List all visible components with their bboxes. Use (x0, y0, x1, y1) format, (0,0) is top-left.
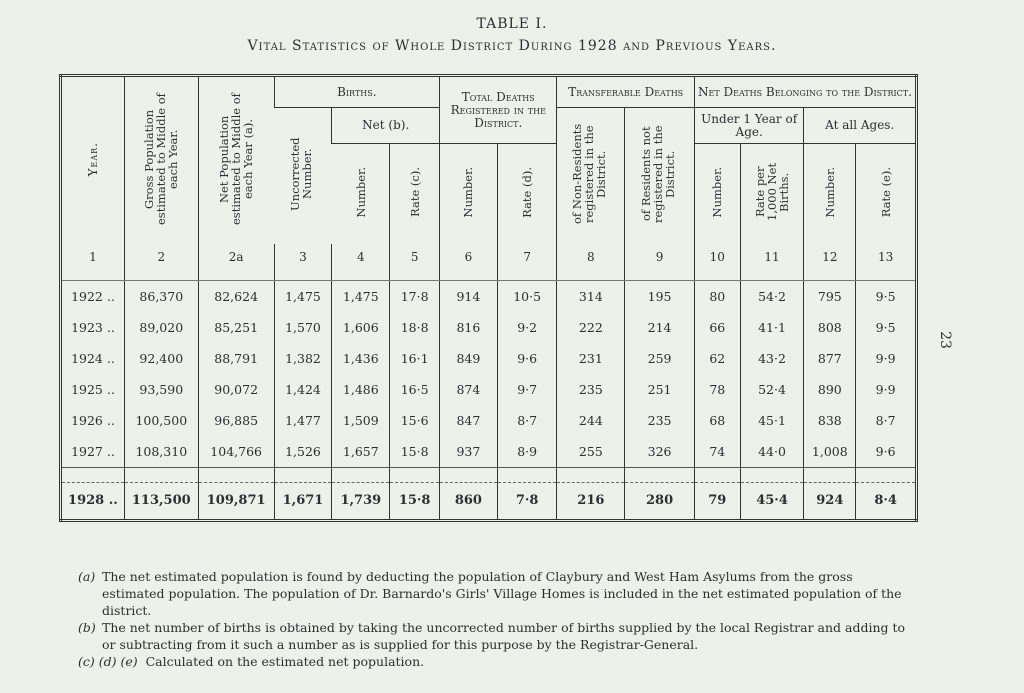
header-all-rate: Rate (e). (856, 144, 917, 244)
column-number: 11 (740, 244, 804, 270)
table-cell: 108,310 (124, 436, 198, 468)
table-cell: 15·6 (390, 405, 440, 436)
table-cell: 222 (557, 312, 625, 343)
table-cell: 1,424 (274, 374, 332, 405)
table-title: TABLE I. (476, 16, 548, 32)
table-cell: 1,570 (274, 312, 332, 343)
table-cell: 8·7 (497, 405, 557, 436)
table-cell: 66 (694, 312, 740, 343)
table-header (61, 76, 917, 281)
table-cell: 78 (694, 374, 740, 405)
table-cell: 1,436 (332, 343, 390, 374)
table-row (61, 312, 917, 343)
table-cell: 100,500 (124, 405, 198, 436)
table-cell: 216 (557, 482, 625, 520)
table-cell: 259 (625, 343, 695, 374)
table-cell: 1,606 (332, 312, 390, 343)
column-number: 6 (440, 244, 498, 270)
header-non-residents: of Non-Residents registered in the District. (557, 108, 625, 244)
table-cell: 18·8 (390, 312, 440, 343)
table-cell: 937 (440, 436, 498, 468)
header-all-number: Number. (804, 144, 856, 244)
table-cell: 9·6 (856, 436, 917, 468)
table-cell: 231 (557, 343, 625, 374)
table-cell: 54·2 (740, 280, 804, 312)
header-uncorrected-number: Uncorrected Number. (287, 137, 314, 211)
table-cell: 1,657 (332, 436, 390, 468)
header-total-deaths: Total Deaths Registered in the District. (440, 76, 557, 144)
table-cell: 10·5 (497, 280, 557, 312)
table-cell: 90,072 (198, 374, 274, 405)
header-residents: of Residents not registered in the District. (625, 108, 695, 244)
year-cell: 1926 .. (71, 412, 115, 428)
table-cell: 1,475 (332, 280, 390, 312)
table-cell: 15·8 (390, 482, 440, 520)
column-number: 12 (804, 244, 856, 270)
table-cell: 44·0 (740, 436, 804, 468)
table-subtitle: Vital Statistics of Whole District During 1928 and Previous Years. (247, 38, 777, 54)
year-cell: 1928 .. (61, 482, 125, 520)
table-cell: 89,020 (124, 312, 198, 343)
table-row (61, 343, 917, 374)
table-cell: 45·4 (740, 482, 804, 520)
table-cell: 214 (625, 312, 695, 343)
table-cell: 16·1 (390, 343, 440, 374)
table-cell: 924 (804, 482, 856, 520)
table-cell: 9·9 (856, 343, 917, 374)
column-number: 3 (274, 244, 332, 270)
table-cell: 68 (694, 405, 740, 436)
table-cell: 795 (804, 280, 856, 312)
table-cell: 9·5 (856, 280, 917, 312)
footnote-b: (b) The net number of births is obtained by taking the uncorrected number of births supplied by the local Registrar and adding to or subtracting from it such a number as is supplied for this purpose by the Registrar-General. (78, 620, 906, 652)
table-cell: 849 (440, 343, 498, 374)
table-cell: 1,739 (332, 482, 390, 520)
column-number: 10 (694, 244, 740, 270)
table-cell: 82,624 (198, 280, 274, 312)
table-cell: 85,251 (198, 312, 274, 343)
table-cell: 326 (625, 436, 695, 468)
table-cell: 235 (557, 374, 625, 405)
table-row (61, 374, 917, 405)
column-number: 7 (497, 244, 557, 270)
table-cell: 7·8 (497, 482, 557, 520)
footnotes (78, 568, 910, 670)
header-births-number: Number. (353, 167, 368, 218)
table-cell: 195 (625, 280, 695, 312)
year-cell: 1925 .. (71, 381, 115, 397)
table-cell: 874 (440, 374, 498, 405)
table-cell: 17·8 (390, 280, 440, 312)
table-cell: 860 (440, 482, 498, 520)
footnote-a: (a) The net estimated population is found by deducting the population of Claybury and West Ham Asylums from the gross estimated population. The population of Dr. Barnardo's Girls' Village Homes is included in the net estimated population of the district. (78, 569, 902, 618)
column-number: 8 (557, 244, 625, 270)
table-cell: 1,475 (274, 280, 332, 312)
table-cell: 62 (694, 343, 740, 374)
table-cell: 9·5 (856, 312, 917, 343)
table-cell: 16·5 (390, 374, 440, 405)
table-cell: 1,477 (274, 405, 332, 436)
table-cell: 8·4 (856, 482, 917, 520)
header-deaths-number: Number. (440, 144, 498, 244)
table-row (61, 436, 917, 468)
column-number: 1 (89, 249, 97, 264)
year-cell: 1923 .. (71, 319, 115, 335)
column-number: 4 (332, 244, 390, 270)
table-cell: 890 (804, 374, 856, 405)
table-cell: 104,766 (198, 436, 274, 468)
table-cell: 816 (440, 312, 498, 343)
table-cell: 314 (557, 280, 625, 312)
table-cell: 9·9 (856, 374, 917, 405)
page-number: 23 (936, 331, 953, 349)
table-cell: 251 (625, 374, 695, 405)
header-gross-population: Gross Population estimated to Middle of each Year. (124, 76, 198, 244)
header-under1-rate: Rate per 1,000 Net Births. (740, 144, 804, 244)
table-cell: 52·4 (740, 374, 804, 405)
header-net-births: Net (b). (332, 108, 440, 144)
table-cell: 235 (625, 405, 695, 436)
column-number-row (61, 244, 917, 270)
vital-statistics-table (59, 74, 918, 522)
table-cell: 8·9 (497, 436, 557, 468)
table-cell: 8·7 (856, 405, 917, 436)
column-number: 9 (625, 244, 695, 270)
table-cell: 79 (694, 482, 740, 520)
table-cell: 1,008 (804, 436, 856, 468)
table-cell: 244 (557, 405, 625, 436)
table-cell: 1,509 (332, 405, 390, 436)
table-cell: 1,526 (274, 436, 332, 468)
header-deaths-rate: Rate (d). (497, 144, 557, 244)
header-births-rate: Rate (c). (390, 144, 440, 244)
table-body (61, 280, 917, 520)
table-row (61, 482, 917, 520)
table-cell: 9·6 (497, 343, 557, 374)
header-all-ages: At all Ages. (804, 108, 917, 144)
table-cell: 86,370 (124, 280, 198, 312)
footnote-cde: (c) (d) (e) Calculated on the estimated net population. (78, 654, 425, 669)
table-cell: 74 (694, 436, 740, 468)
table-row (61, 405, 917, 436)
table-cell: 92,400 (124, 343, 198, 374)
header-net-deaths: Net Deaths Belonging to the District. (694, 76, 916, 108)
table-row (61, 280, 917, 312)
table-cell: 80 (694, 280, 740, 312)
column-number: 13 (856, 244, 917, 270)
table-cell: 255 (557, 436, 625, 468)
table-cell: 45·1 (740, 405, 804, 436)
table-cell: 838 (804, 405, 856, 436)
header-transferable-deaths: Transferable Deaths (557, 76, 694, 108)
column-number: 2 (124, 244, 198, 270)
table-cell: 113,500 (124, 482, 198, 520)
table-cell: 88,791 (198, 343, 274, 374)
table-cell: 9·2 (497, 312, 557, 343)
header-net-population: Net Population estimated to Middle of each Year (a). (198, 76, 274, 244)
header-births: Births. (274, 76, 439, 108)
header-year: Year. (85, 141, 100, 176)
table-cell: 1,382 (274, 343, 332, 374)
table-cell: 1,671 (274, 482, 332, 520)
column-number: 2a (198, 244, 274, 270)
year-cell: 1924 .. (71, 350, 115, 366)
table-cell: 877 (804, 343, 856, 374)
header-under-1-year: Under 1 Year of Age. (694, 108, 803, 144)
table-cell: 808 (804, 312, 856, 343)
header-under1-number: Number. (694, 144, 740, 244)
table-cell: 914 (440, 280, 498, 312)
table-cell: 1,486 (332, 374, 390, 405)
column-number: 5 (390, 244, 440, 270)
table-cell: 847 (440, 405, 498, 436)
year-cell: 1927 .. (71, 443, 115, 459)
table-cell: 9·7 (497, 374, 557, 405)
table-cell: 109,871 (198, 482, 274, 520)
table-cell: 96,885 (198, 405, 274, 436)
table-cell: 41·1 (740, 312, 804, 343)
table-cell: 93,590 (124, 374, 198, 405)
table-cell: 43·2 (740, 343, 804, 374)
year-cell: 1922 .. (71, 288, 115, 304)
table-cell: 280 (625, 482, 695, 520)
table-cell: 15·8 (390, 436, 440, 468)
